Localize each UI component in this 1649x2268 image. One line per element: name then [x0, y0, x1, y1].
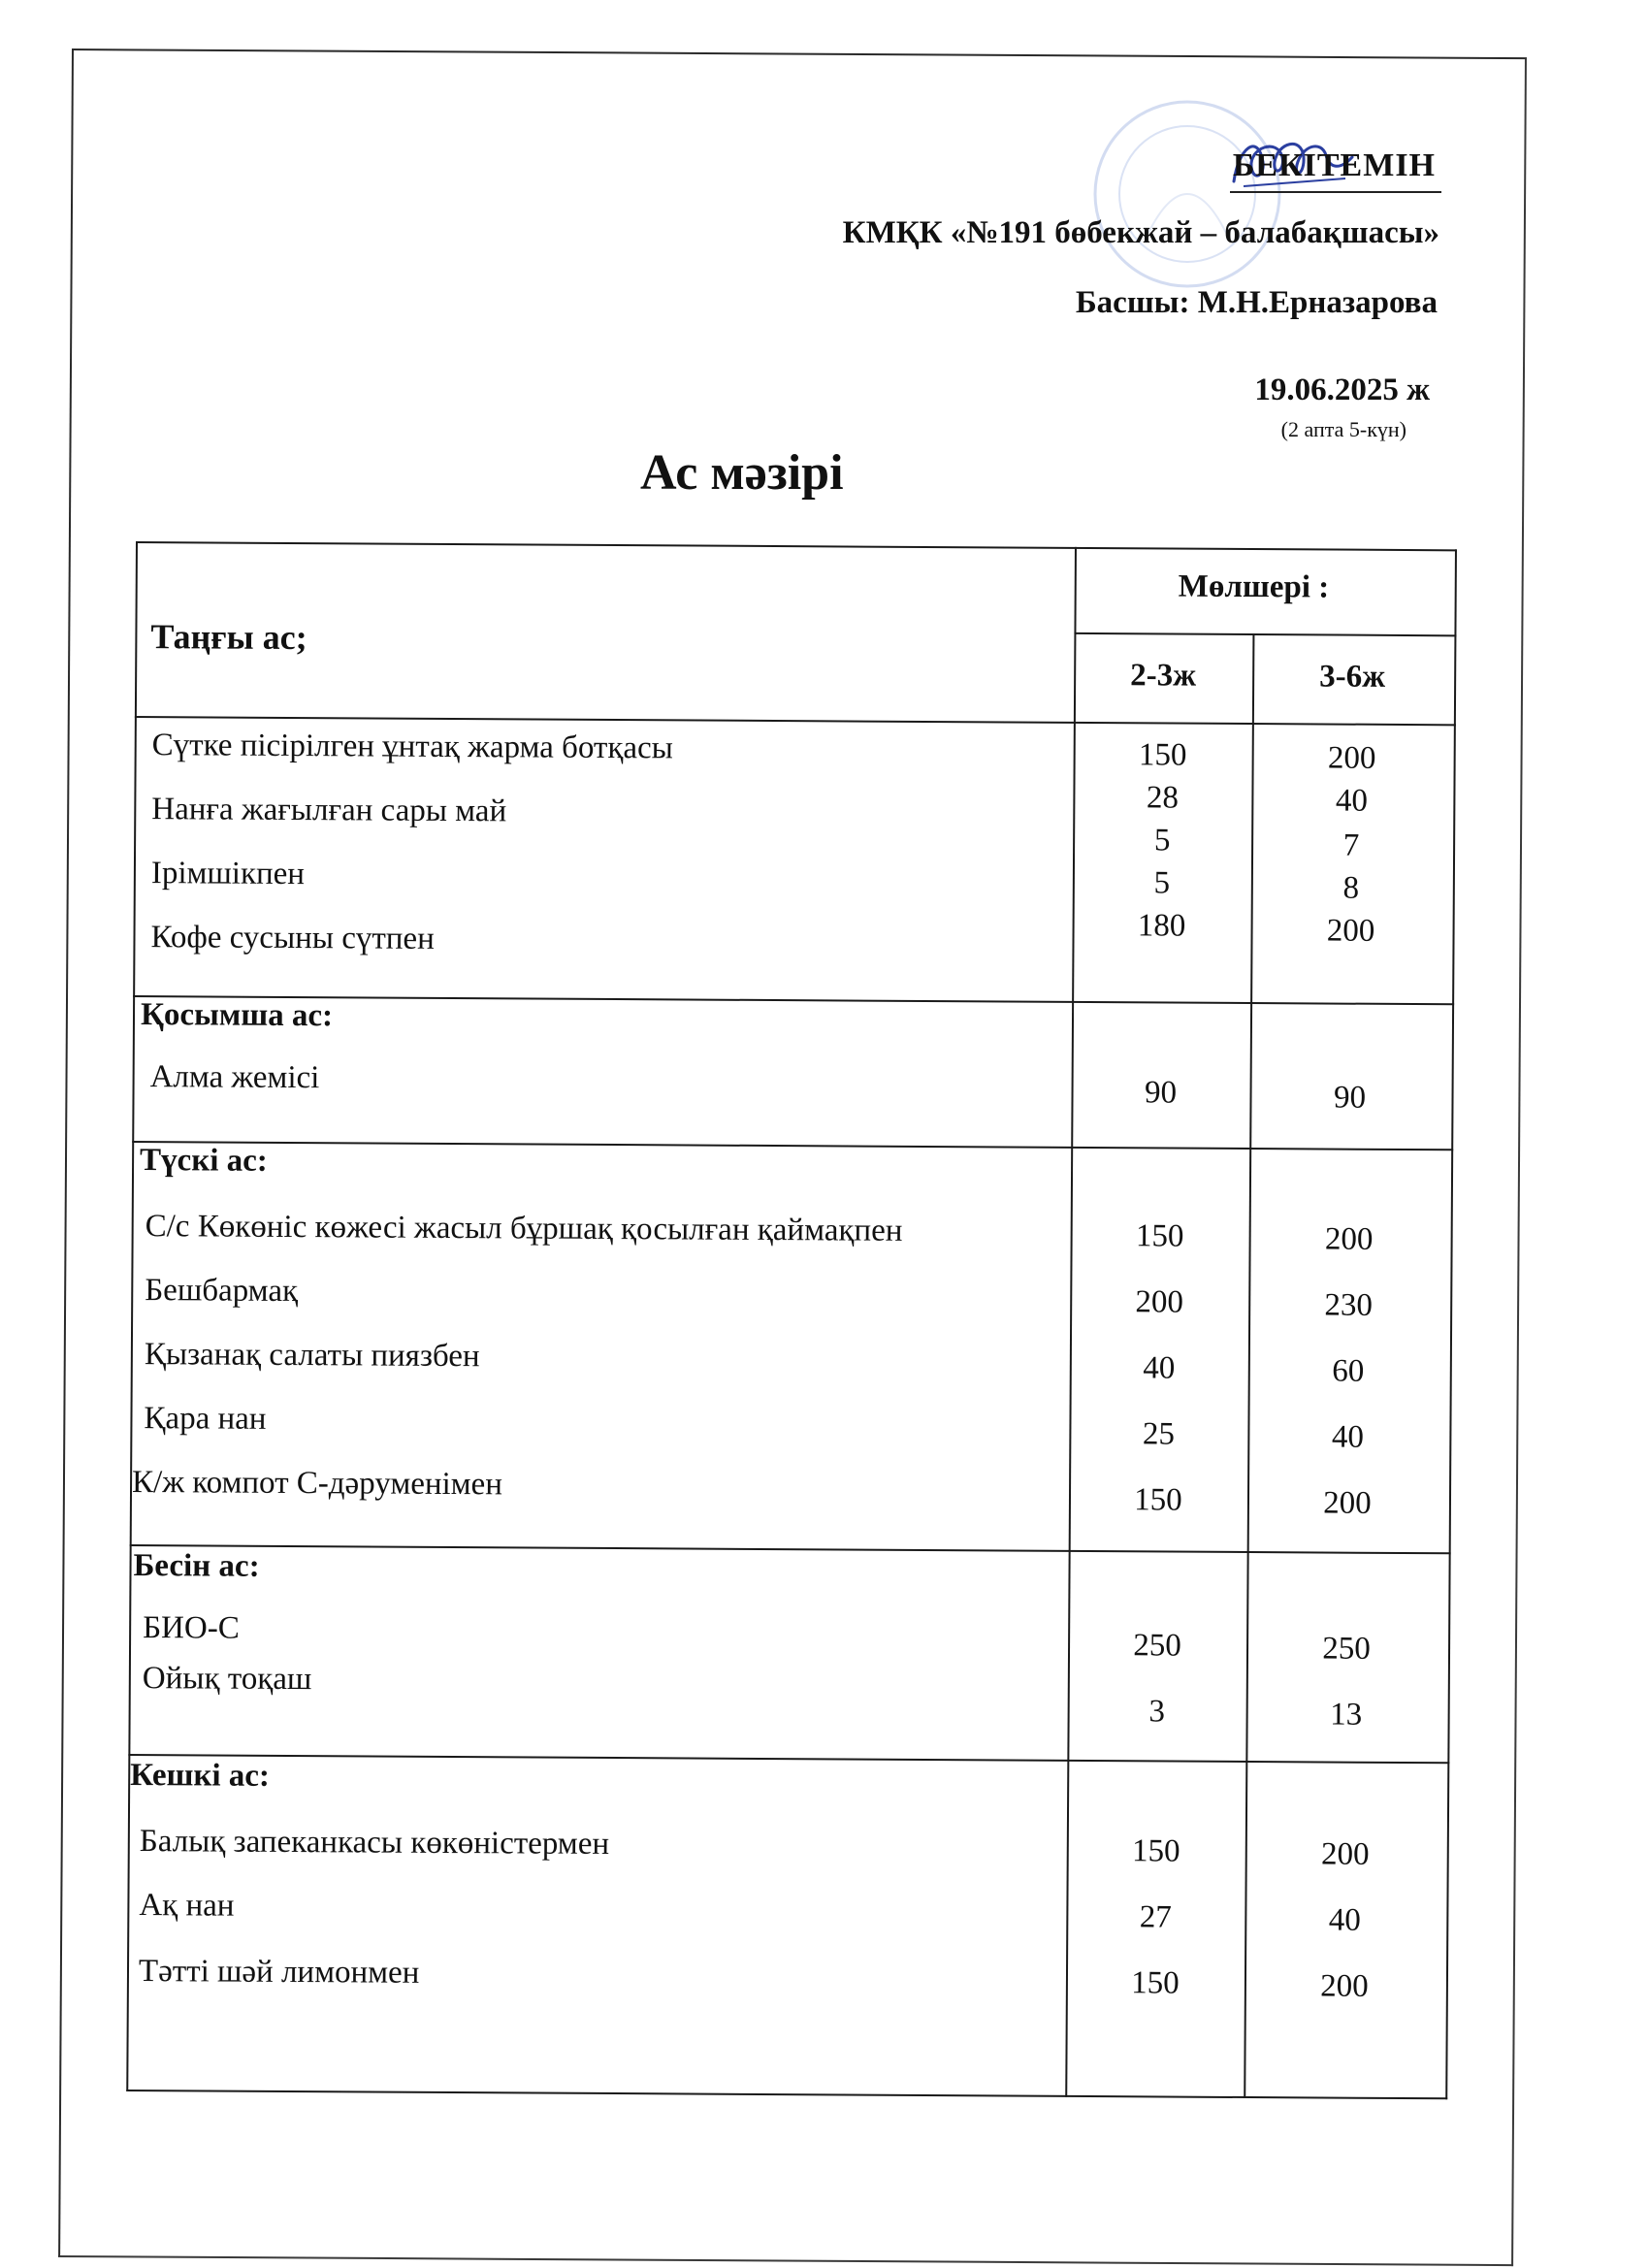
page-title: Ас мәзірі: [640, 445, 844, 501]
quantity-3-6: 200: [1323, 1485, 1372, 1521]
quantity-2-3: 200: [1135, 1284, 1184, 1320]
quantity-2-3: 90: [1144, 1075, 1178, 1111]
quantity-3-6: 230: [1324, 1287, 1374, 1323]
quantity-3-6: 200: [1320, 1968, 1369, 2004]
quantity-3-6: 8: [1342, 870, 1360, 906]
age-group-header: 3-6ж: [1319, 659, 1386, 695]
menu-item: К/ж компот С-дәруменімен: [131, 1464, 503, 1503]
quantity-header: Мөлшері :: [1178, 568, 1330, 605]
menu-item: Ойық тоқаш: [142, 1661, 312, 1698]
quantity-2-3: 27: [1139, 1899, 1172, 1935]
header-bottom-line: [135, 716, 1456, 726]
breakfast-title: Таңғы ас;: [150, 617, 307, 658]
menu-item: С/с Көкөніс көжесі жасыл бұршақ қосылған қаймақпен: [145, 1209, 903, 1248]
quantity-3-6: 250: [1322, 1631, 1371, 1667]
dinner-title: Кешкі ас:: [130, 1757, 271, 1794]
signature-line: [1230, 191, 1441, 193]
quantity-3-6: 40: [1335, 783, 1368, 819]
menu-item: Ақ нан: [139, 1888, 235, 1924]
quantity-3-6: 40: [1331, 1419, 1364, 1455]
week-day-note: (2 апта 5-күн): [1280, 417, 1406, 441]
quantity-2-3: 180: [1137, 908, 1186, 944]
quantity-2-3: 3: [1148, 1694, 1166, 1730]
quantity-3-6: 90: [1333, 1080, 1367, 1116]
menu-table: [126, 541, 1457, 2099]
quantity-3-6: 13: [1330, 1697, 1363, 1733]
menu-item: Қызанақ салаты пиязбен: [144, 1337, 480, 1375]
quantity-header-divider: [1074, 632, 1456, 636]
quantity-2-3: 150: [1131, 1833, 1180, 1869]
menu-item: Ірімшікпен: [150, 856, 306, 892]
quantity-2-3: 150: [1138, 737, 1187, 773]
quantity-2-3: 28: [1146, 780, 1180, 816]
quantity-2-3: 150: [1135, 1218, 1184, 1254]
quantity-3-6: 200: [1327, 740, 1376, 776]
afternoon-bottom-line: [128, 1754, 1449, 1764]
quantity-2-3: 40: [1143, 1350, 1176, 1386]
quantity-2-3: 5: [1153, 823, 1171, 859]
menu-item: БИО-С: [143, 1610, 240, 1646]
quantity-2-3: 150: [1131, 1965, 1180, 2001]
organization-name: КМҚК «№191 бөбекжай – балабақшасы»: [842, 215, 1439, 250]
menu-item: Бешбармақ: [145, 1273, 299, 1310]
quantity-3-6: 200: [1324, 1221, 1374, 1257]
head-name: Басшы: М.Н.Ерназарова: [1075, 285, 1438, 320]
menu-item: Балық запеканкасы көкөністермен: [139, 1824, 610, 1863]
quantity-2-3: 5: [1153, 865, 1171, 901]
menu-item: Қара нан: [144, 1401, 267, 1437]
quantity-3-6: 40: [1328, 1902, 1361, 1938]
lunch-bottom-line: [130, 1544, 1451, 1554]
approve-label: БЕКІТЕМІН: [1232, 147, 1436, 183]
menu-item: Алма жемісі: [149, 1059, 320, 1096]
quantity-2-3: 150: [1134, 1482, 1182, 1518]
age-column-divider: [1244, 633, 1254, 2098]
quantity-3-6: 60: [1332, 1353, 1365, 1389]
snack-bottom-line: [132, 1141, 1453, 1150]
menu-item: Тәтті шәй лимонмен: [138, 1954, 420, 1991]
menu-item: Сүтке пісірілген ұнтақ жарма ботқасы: [151, 728, 673, 766]
lunch-title: Түскі ас:: [139, 1143, 268, 1179]
menu-date: 19.06.2025 ж: [1254, 373, 1430, 407]
afternoon-title: Бесін ас:: [133, 1548, 260, 1584]
menu-item: Кофе сусыны сүтпен: [150, 920, 435, 956]
quantity-2-3: 250: [1133, 1628, 1181, 1664]
quantity-3-6: 200: [1326, 913, 1375, 949]
quantity-2-3: 25: [1142, 1416, 1176, 1452]
age-group-header: 2-3ж: [1130, 658, 1197, 694]
quantity-3-6: 200: [1320, 1836, 1370, 1872]
quantity-3-6: 7: [1342, 827, 1360, 863]
menu-item: Нанға жағылған сары май: [151, 792, 507, 829]
snack-title: Қосымша ас:: [140, 997, 334, 1034]
